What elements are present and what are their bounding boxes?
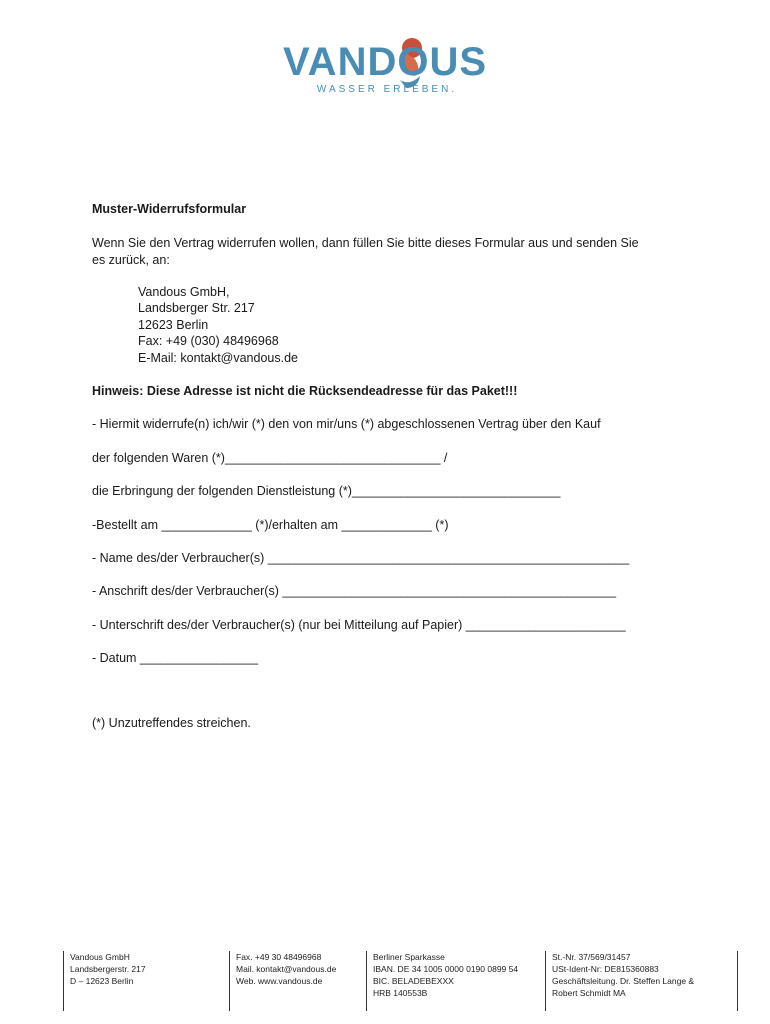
footer-bic: BIC. BELADEBEXXX (373, 976, 454, 986)
footnote: (*) Unzutreffendes streichen. (92, 716, 251, 730)
footer-fax: Fax. +49 30 48496968 (236, 952, 322, 962)
footer-management-line-2: Robert Schmidt MA (552, 988, 626, 998)
footer-web: Web. www.vandous.de (236, 976, 323, 986)
vandous-logo (270, 30, 500, 100)
field-consumer-name[interactable]: - Name des/der Verbraucher(s) ____________________________________________________ (92, 551, 630, 565)
logo-tagline: WASSER ERLEBEN. (316, 84, 458, 95)
intro-text-line-2: es zurück, an: (92, 253, 170, 267)
field-goods[interactable]: der folgenden Waren (*)_______________________________ / (92, 451, 448, 465)
field-service[interactable]: die Erbringung der folgenden Dienstleistung (*)______________________________ (92, 484, 561, 498)
field-order-dates[interactable]: -Bestellt am _____________ (*)/erhalten am _____________ (*) (92, 518, 449, 532)
address-email: E-Mail: kontakt@vandous.de (138, 351, 298, 365)
notice-text: Hinweis: Diese Adresse ist nicht die Rücksendeadresse für das Paket!!! (92, 384, 518, 398)
address-fax: Fax: +49 (030) 48496968 (138, 334, 279, 348)
footer-hrb: HRB 140553B (373, 988, 428, 998)
footer-contact-column (229, 951, 336, 1011)
footer-bank-name: Berliner Sparkasse (373, 952, 445, 962)
footer-mail: Mail. kontakt@vandous.de (236, 964, 337, 974)
page-footer (0, 951, 770, 1011)
footer-company-city: D – 12623 Berlin (70, 976, 134, 986)
address-city: 12623 Berlin (138, 318, 209, 332)
footer-tax-column (545, 951, 694, 1011)
field-consumer-signature[interactable]: - Unterschrift des/der Verbraucher(s) (nur bei Mitteilung auf Papier) _______________________ (92, 618, 626, 632)
footer-company-street: Landsbergerstr. 217 (70, 964, 146, 974)
footer-management-line-1: Geschäftsleitung. Dr. Steffen Lange & (552, 976, 695, 986)
footer-bank-column (366, 951, 518, 1011)
footer-tax-number: St.-Nr. 37/569/31457 (552, 952, 631, 962)
footer-iban: IBAN. DE 34 1005 0000 0190 0899 54 (373, 964, 519, 974)
footer-vat-id: USt-Ident-Nr: DE815360883 (552, 964, 659, 974)
field-consumer-address[interactable]: - Anschrift des/der Verbraucher(s) ________________________________________________ (92, 584, 617, 598)
footer-right-divider (737, 951, 738, 1011)
address-company: Vandous GmbH, (138, 285, 230, 299)
logo-brand-text: VANDOUS (282, 40, 488, 84)
address-street: Landsberger Str. 217 (138, 301, 255, 315)
logo-mermaid-icon (270, 30, 500, 100)
intro-text-line-1: Wenn Sie den Vertrag widerrufen wollen, dann füllen Sie bitte dieses Formular aus und senden Sie (92, 236, 639, 250)
field-date[interactable]: - Datum _________________ (92, 651, 259, 665)
footer-company-column (63, 951, 146, 1011)
footer-company-name: Vandous GmbH (70, 952, 130, 962)
field-withdrawal-statement: - Hiermit widerrufe(n) ich/wir (*) den von mir/uns (*) abgeschlossenen Vertrag über den Kauf (92, 417, 601, 431)
form-title: Muster-Widerrufsformular (92, 202, 247, 216)
